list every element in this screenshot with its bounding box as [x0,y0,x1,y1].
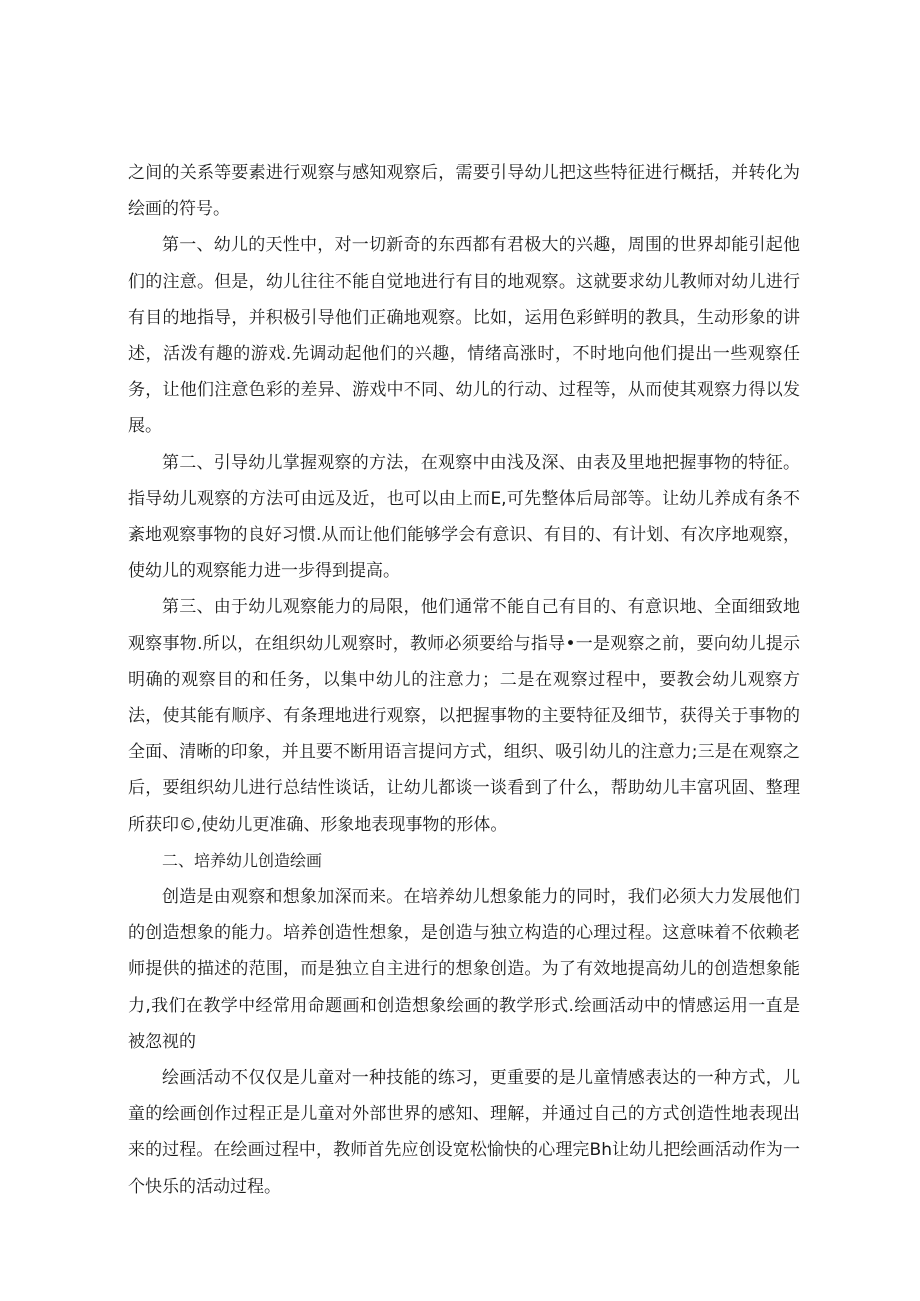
paragraph-second-point: 第二、引导幼儿掌握观察的方法，在观察中由浅及深、由表及里地把握事物的特征。指导幼儿观察的方法可由远及近，也可以由上而E,可先整体后局部等。让幼儿养成有条不紊地观察事物的良好习惯.从而让他们能够学会有意识、有目的、有计划、有次序地观察，使幼儿的观察能力进一步得到提高。 [128,452,800,582]
section-heading: 二、培养幼儿创造绘画 [162,850,323,870]
paragraph-creativity: 创造是由观察和想象加深而来。在培养幼儿想象能力的同时，我们必须大力发展他们的创造想象的能力。培养创造性想象，是创造与独立构造的心理过程。这意味着不依赖老师提供的描述的范围，而是独立自主进行的想象创造。为了有效地提高幼儿的创造想象能力,我们在教学中经常用命题画和创造想象绘画的教学形式.绘画活动中的情感运用一直是被忽视的 [128,887,800,1052]
paragraph-first-point: 第一、幼儿的天性中，对一切新奇的东西都有君极大的兴趣，周围的世界却能引起他们的注意。但是，幼儿往往不能自觉地进行有目的地观察。这就要求幼儿教师对幼儿进行有目的地指导，并积极引导他们正确地观察。比如，运用色彩鲜明的教具，生动形象的讲述，活泼有趣的游戏.先调动起他们的兴趣，情绪高涨时，不时地向他们提出一些观察任务，让他们注意色彩的差异、游戏中不同、幼儿的行动、过程等，从而使其观察力得以发展。 [128,235,800,437]
paragraph-drawing-activity: 绘画活动不仅仅是儿童对一种技能的练习，更重要的是儿童情感表达的一种方式，儿童的绘画创作过程正是儿童对外部世界的感知、理解，并通过自己的方式创造性地表现出来的过程。在绘画过程中，教师首先应创设宽松愉快的心理完Bh让幼儿把绘画活动作为一个快乐的活动过程。 [128,1068,800,1197]
document-page [128,155,800,1205]
paragraph-continuation: 之间的关系等要素进行观察与感知观察后，需要引导幼儿把这些特征进行概括，并转化为绘画的符号。 [128,163,800,220]
paragraph-third-point: 第三、由于幼儿观察能力的局限，他们通常不能自己有目的、有意识地、全面细致地观察事物.所以，在组织幼儿观察时，教师必须要给与指导•一是观察之前，要向幼儿提示明确的观察目的和任务，以集中幼儿的注意力；二是在观察过程中，要教会幼儿观察方法，使其能有顺序、有条理地进行观察，以把握事物的主要特征及细节，获得关于事物的全面、清晰的印象，并且要不断用语言提问方式，组织、吸引幼儿的注意力;三是在观察之后，要组织幼儿进行总结性谈话，让幼儿都谈一谈看到了什么，帮助幼儿丰富巩固、整理所获印©,使幼儿更准确、形象地表现事物的形体。 [128,597,800,835]
